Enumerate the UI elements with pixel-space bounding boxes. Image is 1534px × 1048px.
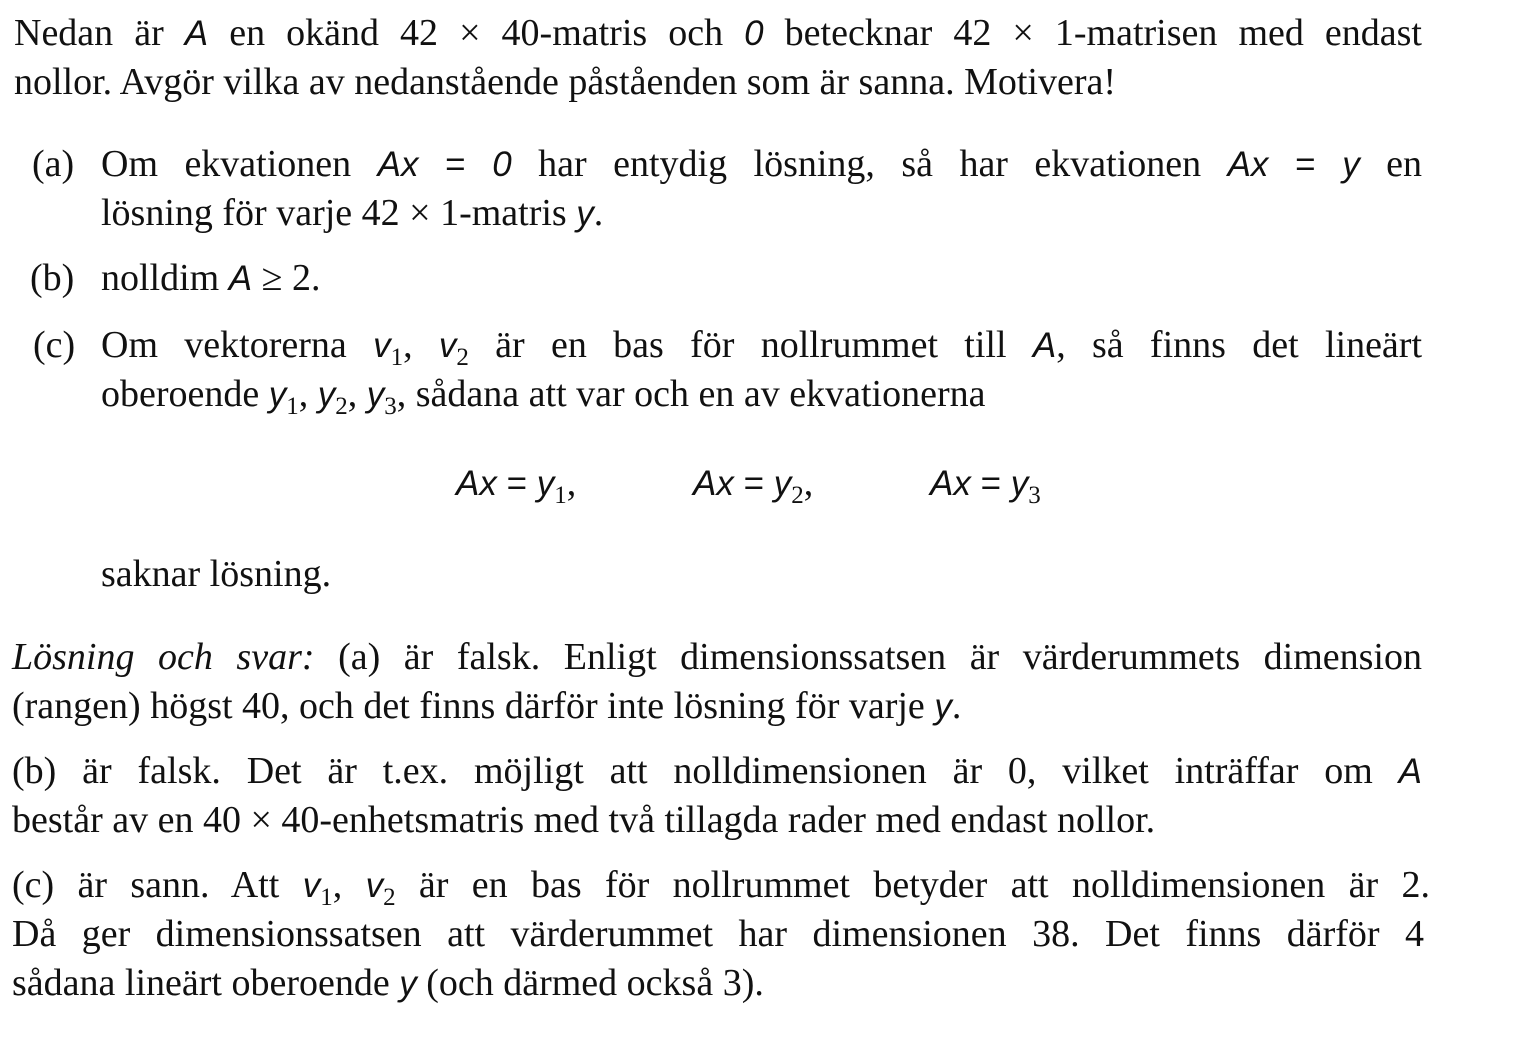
math-y: y (773, 464, 792, 503)
math-v: v (373, 326, 391, 365)
text: Om ekvationen (101, 143, 378, 185)
math-A: A (228, 259, 253, 298)
subscript: 1 (554, 482, 567, 509)
text: är en bas för nollrummet betyder att nolldimensionen är 2. (395, 864, 1431, 906)
subscript: 1 (286, 393, 299, 420)
math-y: y (934, 687, 952, 726)
punctuation: , (803, 462, 814, 504)
solution-a-line-1 (12, 634, 1422, 680)
solution-c-line-2 (12, 911, 1424, 957)
math-zero: 0 (744, 14, 764, 53)
text: (c) är sann. Att (12, 864, 303, 906)
subscript: 3 (384, 393, 397, 420)
solution-c-line-3 (12, 960, 764, 1007)
text: saknar lösning. (101, 553, 332, 595)
math-v: v (438, 326, 457, 365)
equation-2 (693, 460, 813, 519)
text: (och därmed också 3). (416, 962, 764, 1004)
subscript: 1 (390, 344, 404, 371)
text: . (593, 192, 604, 234)
text: , (403, 324, 439, 366)
text: består av en 40 × 40-enhetsmatris med två tillagda rader med endast nollor. (12, 799, 1156, 841)
text: betecknar 42 × 1-matrisen med endast (763, 12, 1422, 54)
text: (rangen) högst 40, och det finns därför inte lösning för varje (12, 685, 935, 727)
math-y: y (399, 964, 417, 1003)
solution-a-line-2 (12, 683, 961, 730)
text: , (332, 864, 366, 906)
intro-line-2 (14, 59, 1116, 105)
math-y: y (268, 375, 287, 414)
math-y: y (536, 464, 555, 503)
math-y: y (317, 375, 336, 414)
text: , (347, 373, 367, 415)
item-a-line-2 (101, 190, 603, 237)
intro-line-1 (14, 10, 1422, 57)
math-y: y (366, 375, 385, 414)
text: nollor. Avgör vilka av nedanstående påståenden som är sanna. Motivera! (14, 61, 1117, 103)
text: (b) är falsk. Det är t.ex. möjligt att nolldimensionen är 0, vilket inträffar om (12, 750, 1399, 792)
item-c-line-2 (101, 371, 986, 430)
math-y: y (1342, 145, 1360, 184)
text: har entydig lösning, så har ekvationen (511, 143, 1228, 185)
text: . (951, 685, 962, 727)
math-Ax: Ax (693, 464, 734, 503)
math-equals: = (418, 145, 493, 184)
text: , sådana att var och en av ekvationerna (396, 373, 986, 415)
math-equals: = (1268, 145, 1343, 184)
math-zero: 0 (492, 145, 512, 184)
math-Ax: Ax (377, 145, 419, 184)
subscript: 2 (383, 884, 396, 911)
subscript: 3 (1028, 482, 1041, 509)
math-y: y (576, 194, 594, 233)
punctuation: , (566, 462, 577, 504)
item-b-line-1 (101, 255, 320, 302)
text: Nedan är (14, 12, 185, 54)
math-A: A (1032, 326, 1057, 365)
item-b-label: (b) (30, 257, 75, 299)
solution-b-line-1 (12, 748, 1422, 795)
text: Då ger dimensionssatsen att värderummet har dimensionen 38. Det finns därför 4 (12, 913, 1424, 955)
math-v: v (365, 866, 384, 905)
subscript: 2 (791, 482, 804, 509)
math-A: A (1398, 752, 1422, 791)
equation-3 (930, 460, 1041, 519)
math-Ax: Ax (456, 464, 497, 503)
math-equals: = (970, 464, 1011, 503)
solution-b-line-2 (12, 797, 1155, 843)
text: nolldim (101, 257, 229, 299)
solution-heading: Lösning och svar: (12, 636, 315, 678)
text: en (1359, 143, 1422, 185)
subscript: 2 (335, 393, 348, 420)
equation-1 (456, 460, 576, 519)
text: en okänd 42 × 40-matris och (208, 12, 745, 54)
text: , (298, 373, 318, 415)
item-c-label: (c) (33, 324, 76, 366)
item-a-line-1 (101, 141, 1422, 188)
text: ≥ 2. (252, 257, 321, 299)
text: sådana lineärt oberoende (12, 962, 400, 1004)
text: oberoende (101, 373, 269, 415)
text: lösning för varje 42 × 1-matris (101, 192, 577, 234)
text: är en bas för nollrummet till (468, 324, 1033, 366)
math-equals: = (733, 464, 774, 503)
text: Om vektorerna (101, 324, 374, 366)
item-c-line-3 (101, 551, 331, 597)
subscript: 1 (320, 884, 333, 911)
subscript: 2 (456, 344, 469, 371)
text: , så finns det lineärt (1056, 324, 1423, 366)
math-y: y (1010, 464, 1029, 503)
text: (a) är falsk. Enligt dimensionssatsen är värderummets dimension (314, 636, 1422, 678)
math-Ax: Ax (1227, 145, 1269, 184)
math-v: v (302, 866, 321, 905)
math-A: A (184, 14, 209, 53)
math-equals: = (496, 464, 537, 503)
math-Ax: Ax (930, 464, 971, 503)
item-a-label: (a) (32, 143, 75, 185)
